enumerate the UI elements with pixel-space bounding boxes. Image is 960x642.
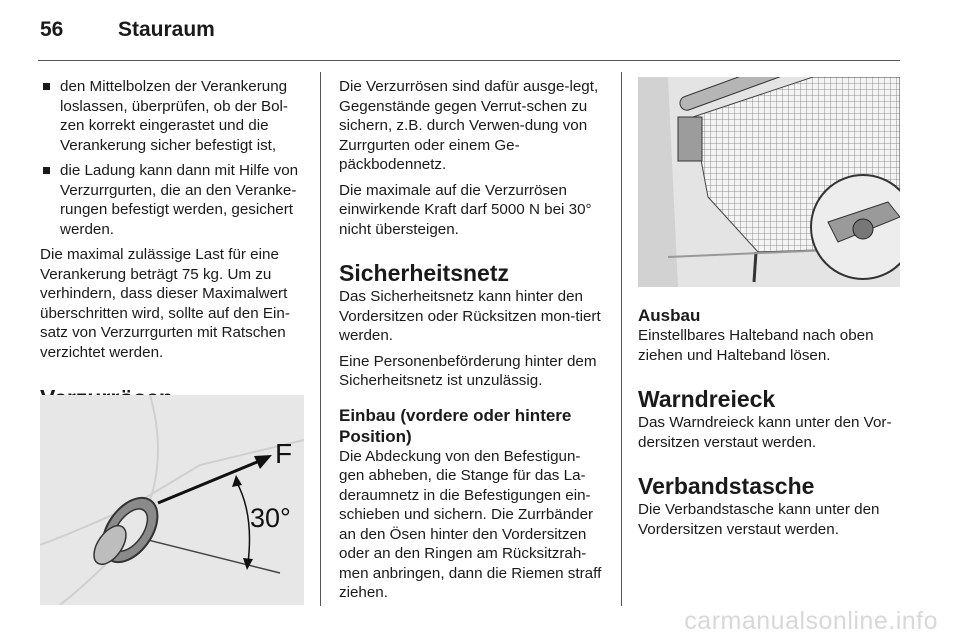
page-title: Stauraum <box>118 18 215 41</box>
bullet-square-icon <box>43 83 50 90</box>
header-divider <box>38 60 900 61</box>
paragraph: Die Abdeckung von den Befestigun-gen abheben, die Stange für das La-deraumnetz in die Befestigungen ein-schieben und sichern. Die Zurrbänder an den Ösen hinter den Vordersitzen oder an den Ringen am Rücksitzrah-men anbringen, dann die Riemen straff ziehen. <box>339 447 602 601</box>
column-1 <box>40 77 302 412</box>
force-label: F <box>275 438 293 469</box>
tie-down-eye-illustration <box>40 395 304 605</box>
section-heading-warndreieck: Warndreieck <box>638 386 776 412</box>
subheading-einbau: Einbau (vordere oder hintere Position) <box>339 405 572 446</box>
paragraph: Das Sicherheitsnetz kann hinter den Vordersitzen oder Rücksitzen mon-tiert werden. <box>339 288 601 344</box>
list-item: den Mittelbolzen der Verankerung loslassen, überprüfen, ob der Bol-zen korrekt eingerastet und die Verankerung sicher befestigt ist, <box>40 77 302 155</box>
paragraph: Die Verbandstasche kann unter den Vordersitzen verstaut werden. <box>638 501 880 538</box>
column-3 <box>638 305 902 545</box>
angle-label: 30° <box>250 503 291 533</box>
paragraph: Eine Personenbeförderung hinter dem Sicherheitsnetz ist unzulässig. <box>339 352 597 389</box>
column-2 <box>339 77 605 609</box>
bullet-square-icon <box>43 167 50 174</box>
paragraph: Das Warndreieck kann unter den Vor-dersitzen verstaut werden. <box>638 414 892 451</box>
paragraph: Einstellbares Halteband nach oben ziehen und Halteband lösen. <box>638 327 874 364</box>
page-number: 56 <box>40 18 64 41</box>
safety-net-illustration <box>638 77 900 287</box>
paragraph: Die Verzurrösen sind dafür ausge-legt, Gegenstände gegen Verrut-schen zu sichern, z.B. durch Verwen-dung von Zurrgurten oder einem Ge-päckbodennetz. <box>339 78 599 173</box>
list-item: die Ladung kann dann mit Hilfe von Verzurrgurten, die an den Veranke-rungen befestigt werden, gesichert werden. <box>40 161 302 239</box>
tie-down-eye-drawing <box>40 395 304 605</box>
watermark: carmanualsonline.info <box>684 607 938 635</box>
load-limit-paragraph: Die maximal zulässige Last für eine Verankerung beträgt 75 kg. Um zu verhindern, dass dieser Maximalwert überschritten wird, sollte auf den Ein-satz von Verzurrgurten mit Ratschen verzichtet werden. <box>40 246 290 361</box>
section-heading-sicherheitsnetz: Sicherheitsnetz <box>339 260 509 286</box>
section-heading-verbandstasche: Verbandstasche <box>638 473 815 499</box>
column-divider <box>320 72 321 606</box>
subheading-ausbau: Ausbau <box>638 306 701 325</box>
column-divider <box>621 72 622 606</box>
paragraph: Die maximale auf die Verzurrösen einwirkende Kraft darf 5000 N bei 30° nicht übersteigen. <box>339 181 592 238</box>
safety-net-drawing <box>638 77 900 287</box>
